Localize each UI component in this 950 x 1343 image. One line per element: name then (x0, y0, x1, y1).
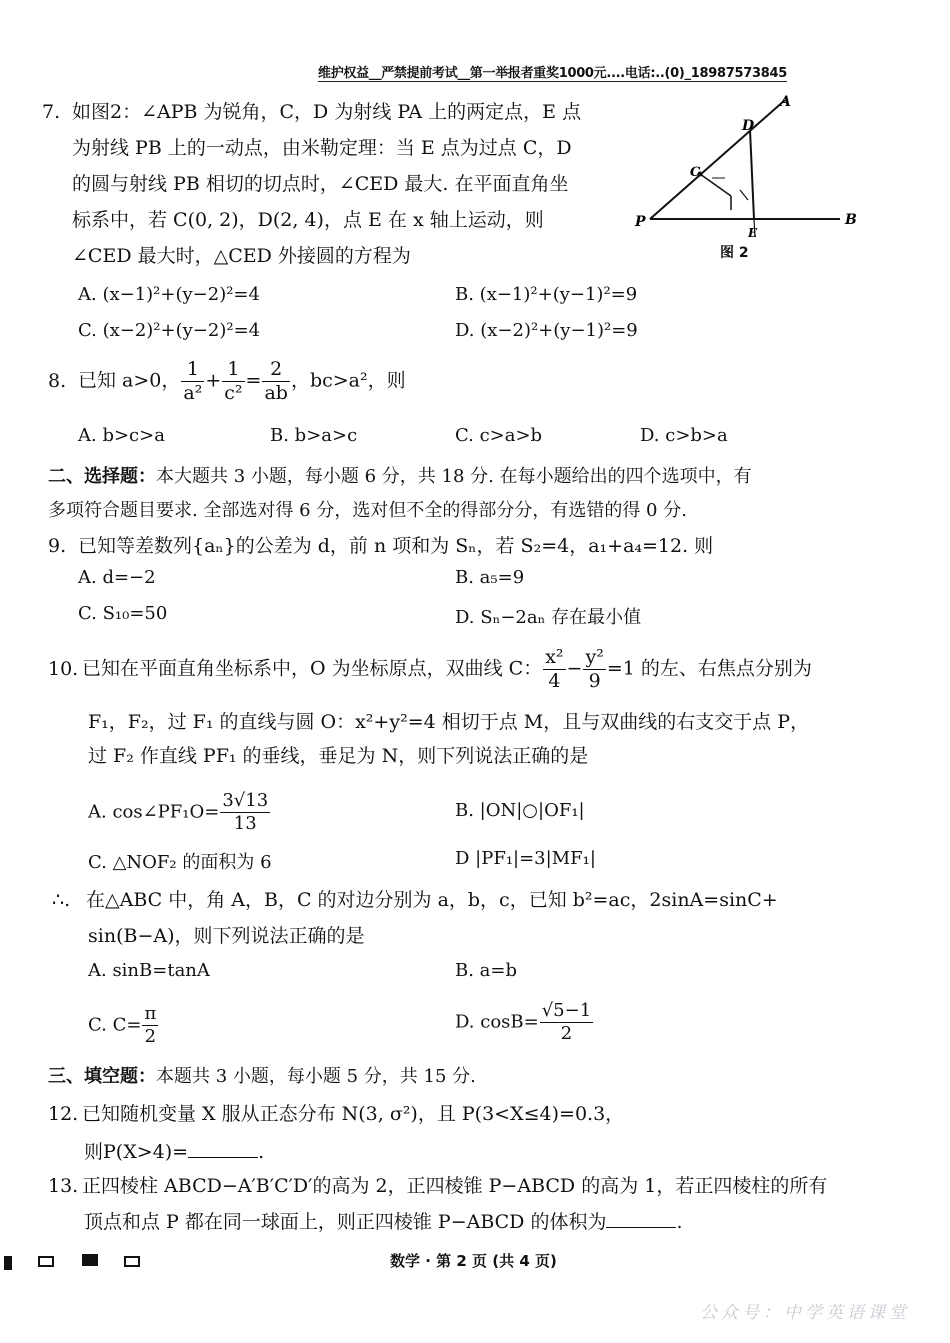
question-text: 则P(X>4)= (84, 1141, 189, 1163)
q7-option-d: D. (x−2)²+(y−1)²=9 (455, 320, 638, 341)
question-10 (48, 648, 812, 691)
page-number-label: 数学 · 第 2 页 (共 4 页) (390, 1252, 557, 1270)
section-title: 三、填空题： (48, 1066, 156, 1087)
figure-caption: 图 2 (720, 245, 749, 261)
q8-prefix: 已知 a>0， (78, 369, 181, 392)
label-B: B (845, 212, 857, 228)
answer-blank[interactable] (188, 1138, 258, 1158)
question-13-line-2 (84, 1204, 683, 1240)
numerator: 1 (222, 360, 244, 382)
question-text: 正四棱柱 ABCD−A′B′C′D′的高为 2，正四棱锥 P−ABCD 的高为 1，若正四棱柱的所有 (82, 1175, 828, 1197)
question-number: 9. (48, 535, 67, 557)
question-number: 12. (48, 1103, 79, 1125)
option-text: A. cos∠PF₁O= (88, 801, 220, 823)
question-text-line: 的圆与射线 PB 相切的切点时，∠CED 最大. 在平面直角坐 (72, 173, 569, 195)
question-8 (48, 360, 406, 403)
q11-option-b: B. a=b (455, 960, 518, 981)
q10-option-b: B. |ON|○|OF₁| (455, 800, 585, 821)
q10-option-d: D |PF₁|=3|MF₁| (455, 848, 596, 869)
option-text: C. C= (88, 1014, 142, 1036)
q10-option-a (88, 792, 271, 833)
q8-option-b: B. b>a>c (270, 425, 358, 446)
fraction (543, 648, 565, 691)
question-text: 已知随机变量 X 服从正态分布 N(3, σ²)，且 P(3<X≤4)=0.3， (82, 1103, 625, 1125)
q10-option-c: C. △NOF₂ 的面积为 6 (88, 852, 272, 873)
q8-option-c: C. c>a>b (455, 425, 543, 446)
numerator: y² (585, 646, 604, 668)
section-2-heading (48, 460, 752, 528)
q11-option-d (455, 1002, 594, 1043)
period: . (258, 1141, 265, 1163)
q9-option-c: C. S₁₀=50 (78, 603, 168, 624)
question-text-line: 如图2：∠APB 为锐角，C，D 为射线 PA 上的两定点，E 点 (72, 101, 582, 123)
denominator: 4 (548, 670, 561, 692)
denominator: 9 (588, 670, 601, 692)
q11-option-c (88, 1005, 159, 1046)
fraction (583, 648, 605, 691)
registration-mark-empty (38, 1256, 54, 1267)
question-11 (52, 882, 778, 918)
fraction (222, 360, 244, 403)
denominator: c² (224, 382, 243, 404)
question-7 (42, 94, 581, 274)
fraction (181, 360, 204, 403)
label-E: E (748, 226, 758, 240)
q8-option-d: D. c>b>a (640, 425, 728, 446)
q7-option-a: A. (x−1)²+(y−2)²=4 (78, 284, 260, 305)
denominator: a² (183, 382, 203, 404)
question-12-line-2 (84, 1134, 264, 1170)
q8-suffix: ，bc>a²，则 (290, 369, 406, 392)
section-3-heading (48, 1062, 476, 1088)
fraction (540, 1002, 593, 1043)
registration-mark-filled (82, 1254, 98, 1266)
denominator: 13 (233, 813, 257, 834)
question-13 (48, 1168, 827, 1204)
fraction (220, 792, 270, 833)
question-text: =1 的左、右焦点分别为 (606, 657, 812, 680)
q9-option-d: D. Sₙ−2aₙ 存在最小值 (455, 607, 642, 628)
section-instructions: 本题共 3 小题，每小题 5 分，共 15 分. (156, 1066, 476, 1087)
question-text-line: 为射线 PB 上的一动点，由米勒定理：当 E 点为过点 C，D (72, 137, 572, 159)
period: . (676, 1211, 683, 1233)
question-text-line: 标系中，若 C(0, 2)，D(2, 4)，点 E 在 x 轴上运动，则 (72, 209, 544, 231)
question-text-line: sin(B−A)，则下列说法正确的是 (88, 925, 365, 947)
question-number: 13. (48, 1175, 79, 1197)
q9-option-b: B. a₅=9 (455, 567, 525, 588)
question-text: 在△ABC 中，角 A，B，C 的对边分别为 a，b，c，已知 b²=ac，2sinA=sinC+ (86, 889, 778, 911)
question-text: 已知等差数列{aₙ}的公差为 d，前 n 项和为 Sₙ，若 S₂=4，a₁+a₄=12. 则 (78, 535, 714, 557)
q8-option-a: A. b>c>a (78, 425, 165, 446)
numerator: √5−1 (541, 1000, 592, 1021)
q7-option-b: B. (x−1)²+(y−1)²=9 (455, 284, 638, 305)
minus-sign: − (566, 657, 583, 680)
section-title: 二、选择题： (48, 466, 156, 487)
section-instructions: 本大题共 3 小题，每小题 6 分，共 18 分. 在每小题给出的四个选项中，有 (156, 466, 752, 487)
q9-option-a: A. d=−2 (78, 567, 156, 588)
numerator: 1 (181, 360, 204, 382)
question-12 (48, 1096, 624, 1132)
figure-2 (630, 92, 870, 262)
numerator: π (144, 1003, 157, 1024)
numerator: x² (545, 646, 564, 668)
question-number: 7. (42, 101, 61, 123)
section-instructions: 多项符合题目要求. 全部选对得 6 分，选对但不全的得部分分，有选错的得 0 分. (48, 500, 687, 521)
question-number: ∴. (52, 889, 71, 911)
option-text: D. cosB= (455, 1011, 539, 1033)
answer-blank[interactable] (606, 1208, 676, 1228)
question-text-line: ∠CED 最大时，△CED 外接圆的方程为 (72, 245, 411, 267)
plus-sign: + (205, 369, 222, 392)
numerator: 2 (262, 360, 290, 382)
registration-mark-filled (4, 1256, 12, 1270)
q11-option-a: A. sinB=tanA (88, 960, 210, 981)
question-number: 8. (48, 369, 67, 392)
question-9 (48, 528, 713, 564)
question-text-line: 过 F₂ 作直线 PF₁ 的垂线，垂足为 N，则下列说法正确的是 (88, 745, 589, 767)
label-D: D (742, 118, 755, 134)
fraction (262, 360, 290, 403)
question-text: 已知在平面直角坐标系中，O 为坐标原点，双曲线 C： (82, 657, 543, 680)
question-text: 顶点和点 P 都在同一球面上，则正四棱锥 P−ABCD 的体积为 (84, 1211, 607, 1233)
registration-mark-empty (124, 1256, 140, 1267)
numerator: 3√13 (222, 790, 269, 811)
q7-option-c: C. (x−2)²+(y−2)²=4 (78, 320, 261, 341)
label-C: C (690, 165, 701, 180)
question-text-line: F₁，F₂，过 F₁ 的直线与圆 O：x²+y²=4 相切于点 M，且与双曲线的右支交于点 P， (88, 711, 810, 733)
equals-sign: = (245, 369, 262, 392)
header-banner: 维护权益__严禁提前考试__第一举报者重奖1000元....电话:..(0)_18987573845 (318, 62, 787, 82)
denominator: 2 (144, 1026, 157, 1047)
denominator: 2 (560, 1023, 573, 1044)
denominator: ab (264, 382, 288, 404)
label-P: P (635, 214, 646, 230)
watermark: 公众号：中学英语课堂 (700, 1303, 910, 1323)
geometry-diagram (630, 92, 870, 262)
fraction (142, 1005, 158, 1046)
question-number: 10. (48, 657, 79, 680)
label-A: A (780, 94, 791, 110)
